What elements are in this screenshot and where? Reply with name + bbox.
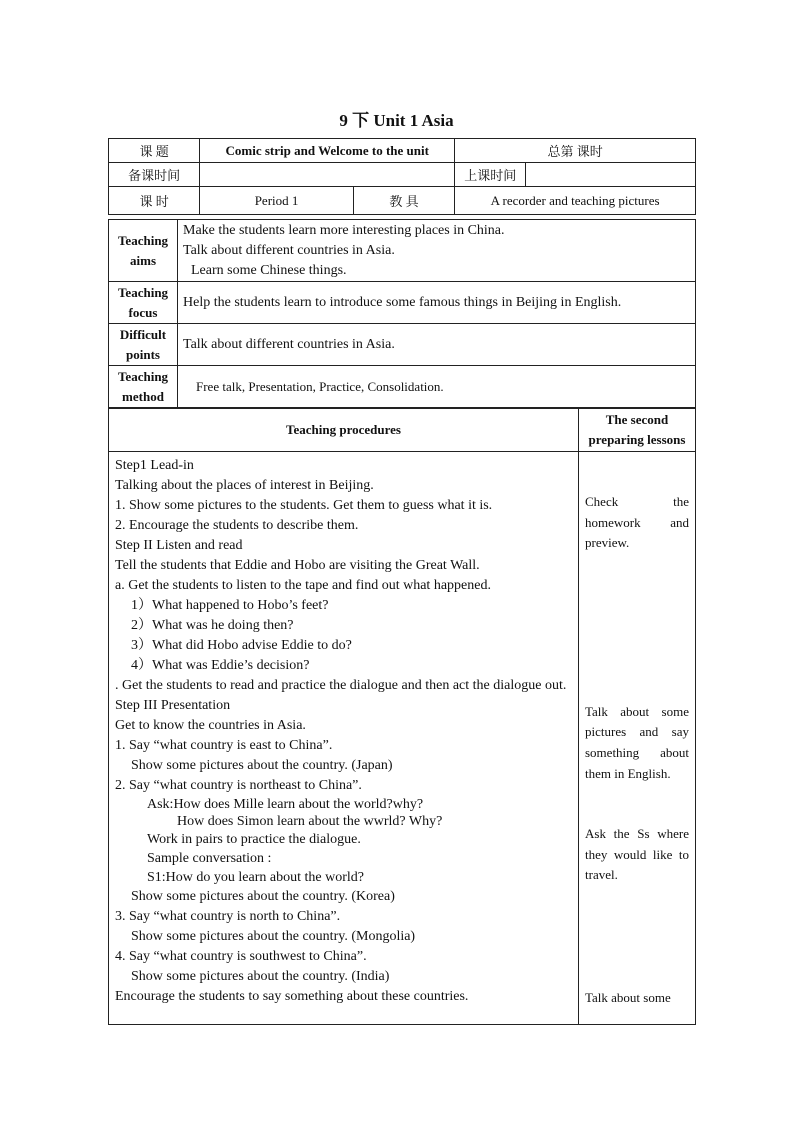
note-talk-pictures: Talk about some pictures and say something about them in English. bbox=[585, 703, 689, 781]
procedure-line: Talking about the places of interest in Beijing. bbox=[115, 478, 374, 493]
topic-label: 课 题 bbox=[109, 139, 200, 163]
procedure-line: 1. Show some pictures to the students. Get them to guess what it is. bbox=[115, 498, 493, 513]
second-prep-header-1: The second bbox=[605, 412, 669, 427]
aids-label: 教 具 bbox=[353, 187, 454, 215]
prep-time-value bbox=[200, 163, 455, 187]
focus-label-2: focus bbox=[128, 304, 158, 320]
difficult-row bbox=[109, 324, 696, 366]
notes-spacer bbox=[585, 784, 689, 824]
method-row bbox=[109, 366, 696, 408]
procedure-line: Show some pictures about the country. (Mongolia) bbox=[131, 929, 416, 944]
procedure-line: 2. Encourage the students to describe them. bbox=[115, 518, 359, 533]
total-periods-label: 总第 课时 bbox=[455, 139, 696, 163]
header-row-time bbox=[109, 163, 696, 187]
focus-row bbox=[109, 282, 696, 324]
procedures-header-row bbox=[109, 409, 696, 452]
method-label-2: method bbox=[122, 388, 164, 404]
procedure-line: Encourage the students to say something about these countries. bbox=[115, 989, 469, 1004]
class-time-value bbox=[526, 163, 696, 187]
aim-line: Talk about different countries in Asia. bbox=[183, 242, 395, 258]
aids-value: A recorder and teaching pictures bbox=[455, 187, 696, 215]
prep-time-label: 备课时间 bbox=[109, 163, 200, 187]
focus-label bbox=[109, 282, 178, 324]
procedure-line: Sample conversation : bbox=[147, 851, 272, 866]
aims-row bbox=[109, 220, 696, 282]
procedure-line: S1:How do you learn about the world? bbox=[147, 870, 364, 885]
header-row-period bbox=[109, 187, 696, 215]
period-value: Period 1 bbox=[200, 187, 354, 215]
procedure-line: Show some pictures about the country. (Japan) bbox=[131, 758, 393, 773]
focus-label-1: Teaching bbox=[117, 284, 169, 300]
procedure-line: 3. Say “what country is north to China”. bbox=[115, 909, 341, 924]
procedure-line: 4）What was Eddie’s decision? bbox=[131, 658, 310, 673]
aims-value bbox=[178, 220, 696, 282]
procedure-line: 2）What was he doing then? bbox=[131, 618, 294, 633]
procedure-line: a. Get the students to listen to the tape and find out what happened. bbox=[115, 578, 491, 593]
aims-label bbox=[109, 220, 178, 282]
class-time-label: 上课时间 bbox=[455, 163, 526, 187]
procedure-line: Step1 Lead-in bbox=[115, 458, 194, 473]
procedure-line: 2. Say “what country is northeast to China”. bbox=[115, 778, 362, 793]
topic-value: Comic strip and Welcome to the unit bbox=[200, 139, 455, 163]
procedure-line: How does Simon learn about the wwrld? Why? bbox=[177, 814, 443, 829]
aims-label-2: aims bbox=[130, 252, 156, 268]
procedure-line: Step III Presentation bbox=[115, 698, 231, 713]
procedure-line: Step II Listen and read bbox=[115, 538, 243, 553]
procedure-line: Show some pictures about the country. (Korea) bbox=[131, 889, 395, 904]
aim-line: Learn some Chinese things. bbox=[191, 262, 347, 278]
page-title: 9 下 Unit 1 Asia bbox=[339, 111, 454, 130]
teaching-info-table bbox=[108, 219, 696, 408]
second-prep-notes bbox=[579, 452, 696, 1025]
second-prep-header bbox=[579, 409, 696, 452]
procedure-line: 1）What happened to Hobo’s feet? bbox=[131, 598, 329, 613]
procedure-line: . Get the students to read and practice the dialogue and then act the dialogue out. bbox=[115, 678, 567, 693]
notes-spacer bbox=[585, 554, 689, 702]
procedures-header: Teaching procedures bbox=[109, 409, 579, 452]
difficult-label-2: points bbox=[126, 346, 160, 362]
aims-label-1: Teaching bbox=[117, 232, 169, 248]
procedure-line: Get to know the countries in Asia. bbox=[115, 718, 306, 733]
method-value: Free talk, Presentation, Practice, Consolidation. bbox=[178, 366, 696, 408]
difficult-label bbox=[109, 324, 178, 366]
period-label: 课 时 bbox=[109, 187, 200, 215]
difficult-value: Talk about different countries in Asia. bbox=[178, 324, 696, 366]
procedure-line: 4. Say “what country is southwest to China”. bbox=[115, 949, 367, 964]
procedure-line: 3）What did Hobo advise Eddie to do? bbox=[131, 638, 352, 653]
note-talk-about-some: Talk about some bbox=[585, 989, 671, 1005]
procedures-body-row bbox=[109, 452, 696, 1025]
procedure-line: 1. Say “what country is east to China”. bbox=[115, 738, 333, 753]
procedure-line: Show some pictures about the country. (India) bbox=[131, 969, 390, 984]
procedure-line: Work in pairs to practice the dialogue. bbox=[147, 832, 361, 847]
focus-value: Help the students learn to introduce some famous things in Beijing in English. bbox=[178, 282, 696, 324]
method-label-1: Teaching bbox=[117, 368, 169, 384]
note-check-homework: Check the homework and preview. bbox=[585, 494, 689, 551]
second-prep-header-2: preparing lessons bbox=[588, 432, 686, 447]
method-label bbox=[109, 366, 178, 408]
aim-line: Make the students learn more interesting places in China. bbox=[183, 222, 505, 238]
difficult-label-1: Difficult bbox=[119, 326, 167, 342]
note-ask-travel: Ask the Ss where they would like to travel. bbox=[585, 826, 689, 883]
header-row-topic bbox=[109, 139, 696, 163]
lesson-header-table bbox=[108, 138, 696, 215]
notes-spacer bbox=[585, 886, 689, 988]
procedure-line: Tell the students that Eddie and Hobo are visiting the Great Wall. bbox=[115, 558, 480, 573]
procedure-line: Ask:How does Mille learn about the world?why? bbox=[147, 797, 424, 812]
procedures-table bbox=[108, 408, 696, 1025]
procedures-body bbox=[109, 452, 579, 1025]
notes-spacer bbox=[585, 456, 689, 492]
